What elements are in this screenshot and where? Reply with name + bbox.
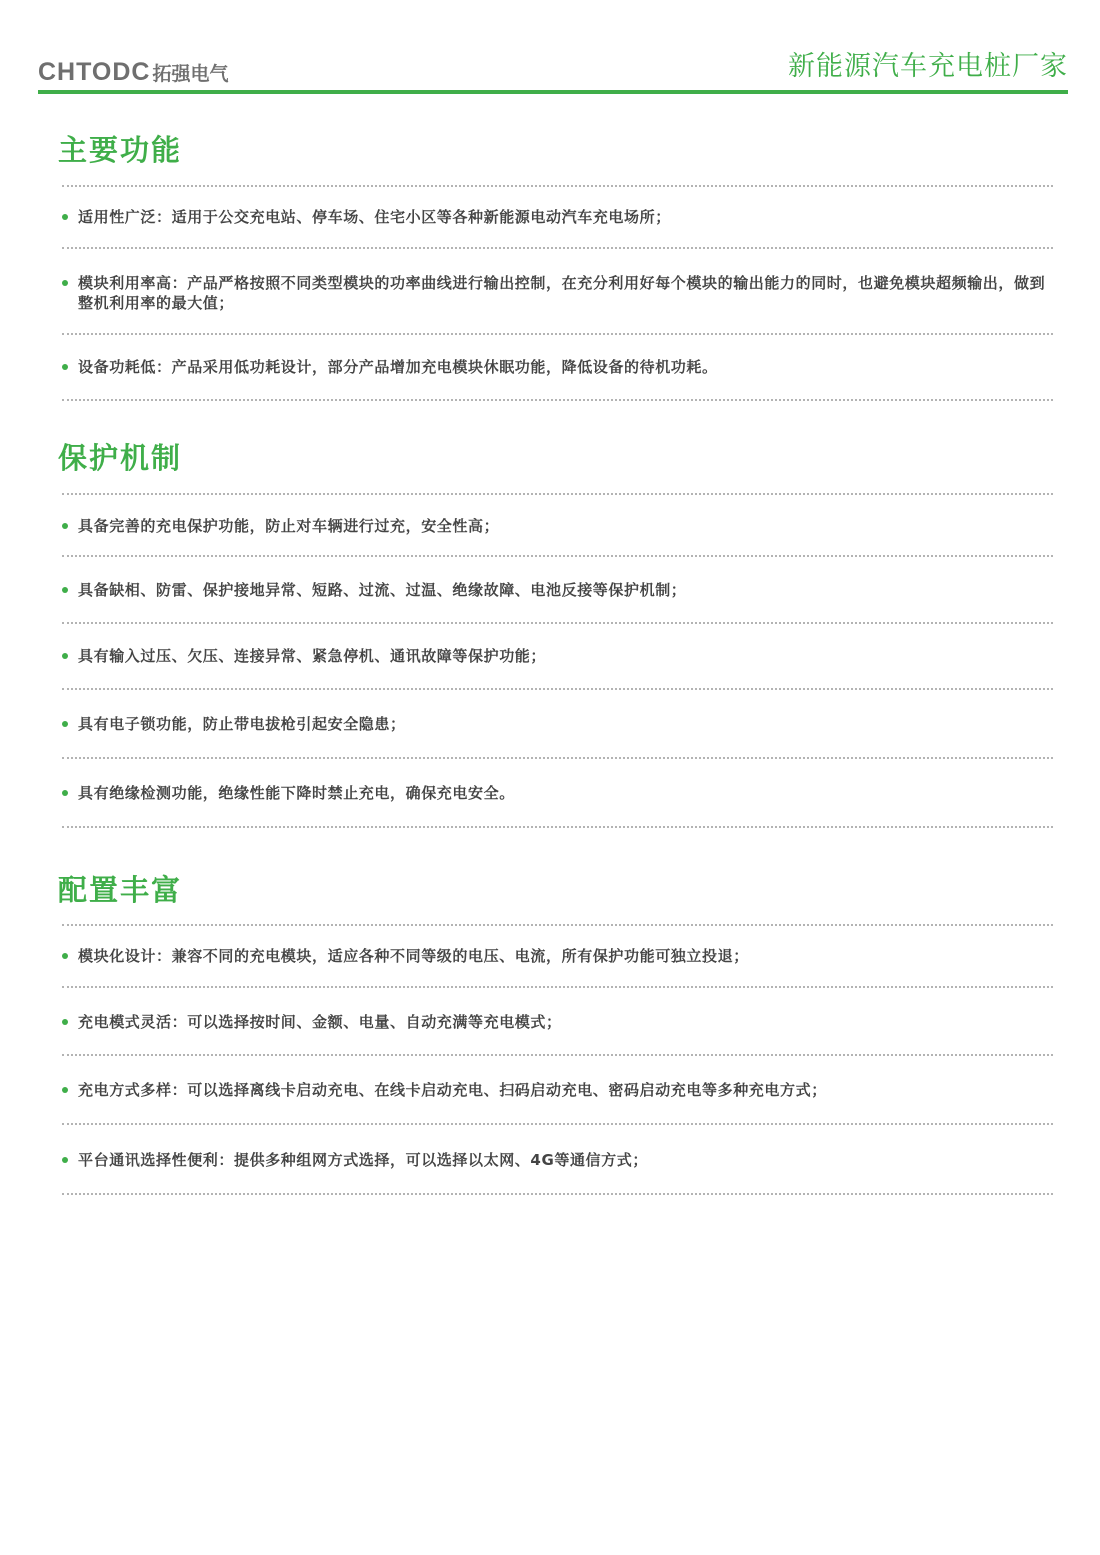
section-protection	[58, 441, 1053, 828]
bullet-dot-icon	[62, 587, 68, 593]
bullet-dot-icon	[62, 214, 68, 220]
dotted-divider	[62, 247, 1053, 249]
dotted-divider	[62, 986, 1053, 988]
list-item	[58, 273, 1053, 313]
list-item-text: 具有电子锁功能，防止带电拔枪引起安全隐患；	[78, 715, 406, 733]
list-item	[58, 357, 1053, 377]
bullet-dot-icon	[62, 1157, 68, 1163]
dotted-divider	[62, 924, 1053, 926]
list-item-text: 具备完善的充电保护功能，防止对车辆进行过充，安全性高；	[78, 517, 500, 535]
list-item	[58, 207, 1053, 227]
bullet-dot-icon	[62, 523, 68, 529]
section-configuration	[58, 873, 1053, 1195]
list-item-text: 充电方式多样：可以选择离线卡启动充电、在线卡启动充电、扫码启动充电、密码启动充电等多种充电方式；	[78, 1081, 827, 1099]
list-item	[58, 1012, 1053, 1032]
list-item-text: 设备功耗低：产品采用低功耗设计，部分产品增加充电模块休眠功能，降低设备的待机功耗。	[78, 358, 718, 376]
bullet-dot-icon	[62, 364, 68, 370]
list-item	[58, 1150, 1053, 1170]
brand-name: 拓强电气	[152, 63, 229, 85]
bullet-dot-icon	[62, 1087, 68, 1093]
brand-logo-text: CHTODC	[38, 58, 151, 86]
page-header	[38, 40, 1068, 94]
dotted-divider	[62, 185, 1053, 187]
section-main-functions	[58, 133, 1053, 401]
list-item-text: 具备缺相、防雷、保护接地异常、短路、过流、过温、绝缘故障、电池反接等保护机制；	[78, 581, 687, 599]
list-item-text: 充电模式灵活：可以选择按时间、金额、电量、自动充满等充电模式；	[78, 1013, 562, 1031]
list-item	[58, 516, 1053, 536]
bullet-dot-icon	[62, 953, 68, 959]
dotted-divider	[62, 1123, 1053, 1125]
bullet-dot-icon	[62, 790, 68, 796]
list-item	[58, 783, 1053, 803]
dotted-divider	[62, 688, 1053, 690]
dotted-divider	[62, 826, 1053, 828]
list-item-text: 适用性广泛：适用于公交充电站、停车场、住宅小区等各种新能源电动汽车充电场所；	[78, 208, 671, 226]
bullet-dot-icon	[62, 1019, 68, 1025]
list-item-text: 具有绝缘检测功能，绝缘性能下降时禁止充电，确保充电安全。	[78, 784, 515, 802]
section-title: 配置丰富	[58, 873, 183, 907]
dotted-divider	[62, 1193, 1053, 1195]
section-title: 保护机制	[58, 441, 183, 475]
section-title: 主要功能	[58, 133, 183, 167]
bullet-dot-icon	[62, 653, 68, 659]
bullet-dot-icon	[62, 280, 68, 286]
list-item	[58, 714, 1053, 734]
dotted-divider	[62, 1054, 1053, 1056]
list-item	[58, 1080, 1053, 1100]
header-divider	[38, 90, 1068, 94]
list-item	[58, 580, 1053, 600]
brand-logo	[38, 58, 229, 87]
list-item-text: 具有输入过压、欠压、连接异常、紧急停机、通讯故障等保护功能；	[78, 647, 547, 665]
list-item-text: 模块利用率高：产品严格按照不同类型模块的功率曲线进行输出控制，在充分利用好每个模块的输出能力的同时，也避免模块超频输出，做到整机利用率的最大值；	[78, 274, 1046, 312]
dotted-divider	[62, 757, 1053, 759]
dotted-divider	[62, 622, 1053, 624]
bullet-dot-icon	[62, 721, 68, 727]
list-item	[58, 946, 1053, 966]
dotted-divider	[62, 493, 1053, 495]
dotted-divider	[62, 333, 1053, 335]
list-item	[58, 646, 1053, 666]
list-item-text: 平台通讯选择性便利：提供多种组网方式选择，可以选择以太网、4G等通信方式；	[78, 1151, 648, 1169]
header-tagline: 新能源汽车充电桩厂家	[788, 51, 1068, 82]
dotted-divider	[62, 399, 1053, 401]
dotted-divider	[62, 555, 1053, 557]
list-item-text: 模块化设计：兼容不同的充电模块，适应各种不同等级的电压、电流，所有保护功能可独立投退；	[78, 947, 749, 965]
